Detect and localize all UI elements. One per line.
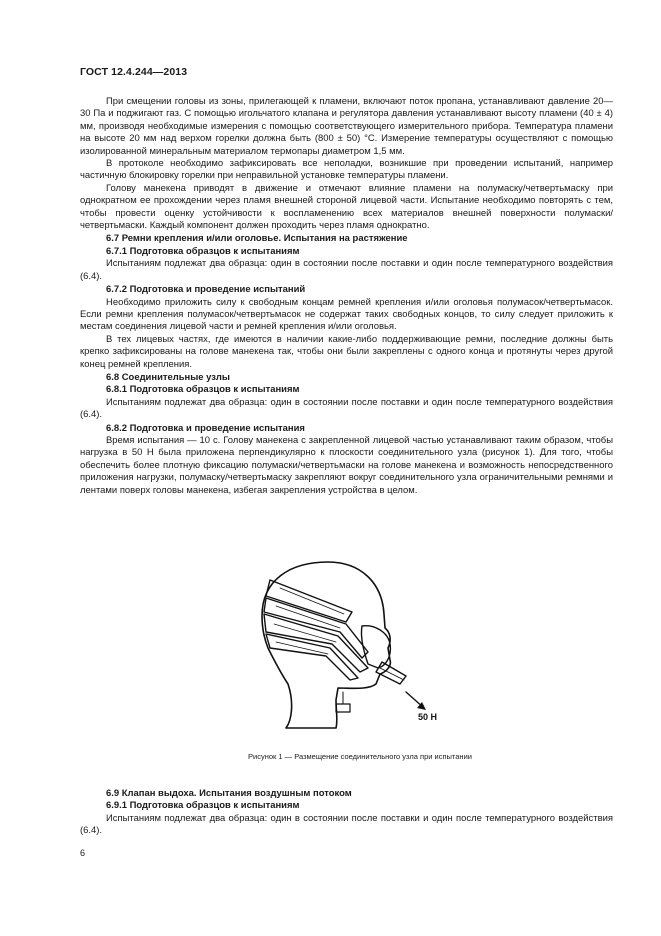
document-header: ГОСТ 12.4.244—2013 bbox=[80, 66, 188, 78]
paragraph: Испытаниям подлежат два образца: один в состоянии после поставки и один после температурного воздействия (6.4). bbox=[80, 258, 613, 282]
paragraph: Голову манекена приводят в движение и отмечают влияние пламени на полумаску/четвертьмаску при однократном ее прохождении через пламя внешней стороной лицевой части. Испытание необходимо повторять с тем, чтобы провести оценку устойчивости к воспламенению всех материалов внешней поверхности полумаски/четвертьмаски. Каждый компонент должен проходить через пламя однократно. bbox=[80, 182, 613, 232]
paragraph: Испытаниям подлежат два образца: один в состоянии после поставки и один после температурного воздействия (6.4). bbox=[80, 396, 613, 421]
paragraph: Необходимо приложить силу к свободным концам ремней крепления и/или оголовья полумасок/четвертьмасок. Если ремни крепления полумасок/четвертьмасок не содержат таких свободных концов, то силу следует приложить к местам соединения лицевой части и ремней крепления и/или оголовья. bbox=[80, 296, 613, 333]
section-heading: 6.7 Ремни крепления и/или оголовье. Испытания на растяжение bbox=[106, 233, 408, 245]
section-heading: 6.9 Клапан выдоха. Испытания воздушным потоком bbox=[106, 788, 352, 799]
chin-clamp bbox=[336, 704, 350, 712]
mannequin-head-outline bbox=[262, 562, 390, 728]
text-block-top bbox=[80, 96, 613, 497]
section-heading: 6.7.2 Подготовка и проведение испытаний bbox=[106, 284, 306, 296]
section-heading: 6.7.1 Подготовка образцов к испытаниям bbox=[106, 245, 300, 257]
connector-test-figure bbox=[240, 552, 440, 732]
paragraph: В тех лицевых частях, где имеются в наличии какие-либо поддерживающие ремни, последние должны быть крепко зафиксированы на голове манекена так, чтобы они были закреплены с одного конца и протянуты через другой конец ремней крепления. bbox=[80, 333, 613, 370]
figure-caption: Рисунок 1 — Размещение соединительного узла при испытании bbox=[248, 752, 472, 761]
paragraph: В протоколе необходимо зафиксировать все неполадки, возникшие при проведении испытаний, например частичную блокировку горелки при неправильной установке температуры пламени. bbox=[80, 158, 613, 182]
section-heading: 6.8.2 Подготовка и проведение испытания bbox=[106, 422, 305, 434]
page-number: 6 bbox=[80, 848, 86, 858]
section-heading: 6.8.1 Подготовка образцов к испытаниям bbox=[106, 384, 300, 396]
force-label: 50 Н bbox=[418, 712, 438, 722]
paragraph: При смещении головы из зоны, прилегающей к пламени, включают поток пропана, устанавливают давление 20—30 Па и поджигают газ. С помощью игольчатого клапана и регулятора давления устанавливают высоту пламени (40 ± 4) мм, производя необходимые измерения с помощью соответствующего измерительного прибора. Температура пламени на высоте 20 мм над верхом горелки должна быть (800 ± 50) °С. Измерение температуры осуществляют с помощью изолированной минеральным материалом термопары диаметром 1,5 мм. bbox=[80, 96, 613, 157]
section-heading: 6.9.1 Подготовка образцов к испытаниям bbox=[106, 800, 300, 812]
text-block-bottom bbox=[80, 783, 613, 838]
paragraph: Время испытания — 10 с. Голову манекена с закрепленной лицевой частью устанавливают таким образом, чтобы нагрузка в 50 Н была приложена перпендикулярно к плоскости соединительного узла (рисунок 1). Для того, чтобы обеспечить более плотную фиксацию полумаски/четвертьмаски на голове манекена и возможность непосредственного приложения нагрузки, полумаску/четвертьмаску закрепляют вокруг соединительного узла ограничительными ремнями и лентами поверх головы манекена, избегая закрепления устройства в целом. bbox=[80, 434, 613, 496]
paragraph: Испытаниям подлежат два образца: один в состоянии после поставки и один после температурного воздействия (6.4). bbox=[80, 812, 613, 837]
section-heading: 6.8 Соединительные узлы bbox=[106, 371, 230, 383]
mask-body bbox=[361, 626, 390, 668]
